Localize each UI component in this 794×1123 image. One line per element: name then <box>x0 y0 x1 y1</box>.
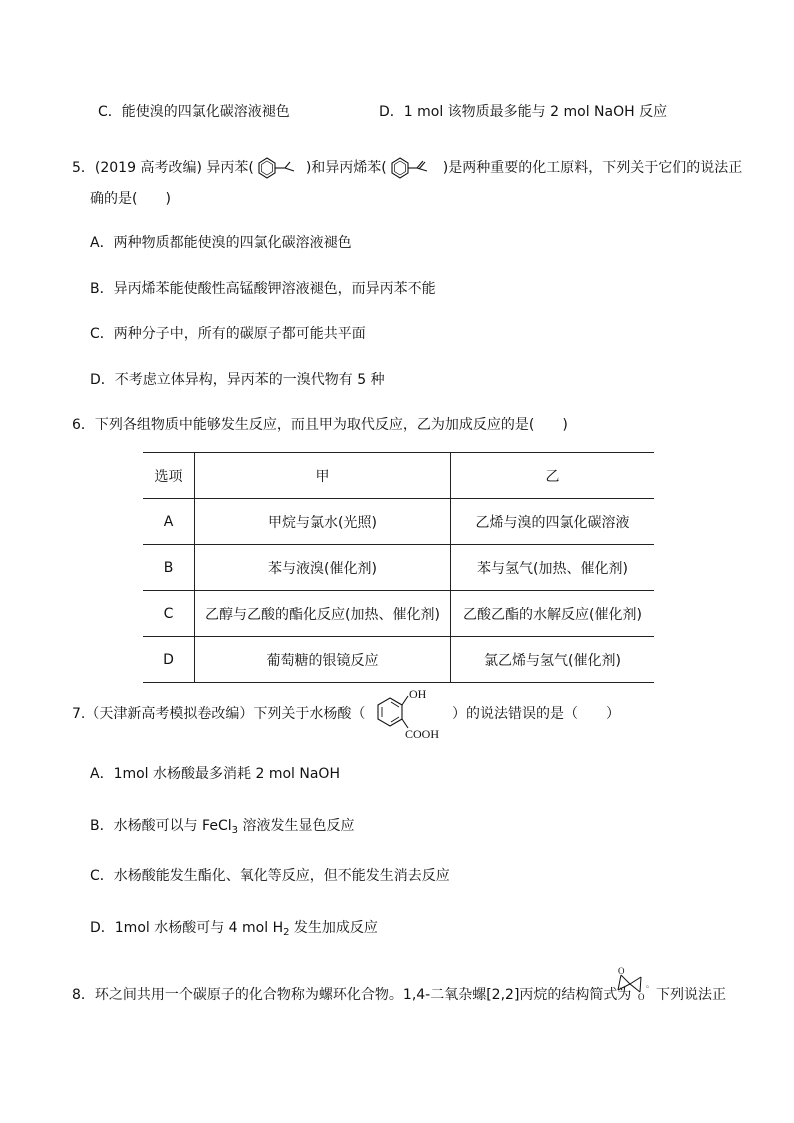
q6-table <box>143 452 654 683</box>
isopropenylbenzene-structure <box>387 154 443 182</box>
q5-stem-line2: 确的是( ) <box>90 191 171 207</box>
struct-o-top-label: O <box>618 966 625 976</box>
q7-option-b <box>90 816 354 836</box>
q5-stem <box>72 154 742 182</box>
spiro-compound-structure <box>614 962 656 1002</box>
q5-option-d: D．不考虑立体异构，异丙苯的一溴代物有 5 种 <box>90 372 385 388</box>
q8-stem-post: 下列说法正 <box>656 987 726 1003</box>
table-cell-option: C <box>143 591 195 637</box>
table-row <box>143 637 654 683</box>
q5-option-a: A．两种物质都能使溴的四氯化碳溶液褪色 <box>90 235 352 251</box>
table-cell-yi: 乙烯与溴的四氯化碳溶液 <box>475 514 630 531</box>
q8-stem-pre: 8．环之间共用一个碳原子的化合物称为螺环化合物。1,4-二氧杂螺[2,2]丙烷的结构简式为 <box>72 987 632 1003</box>
struct-oh-label: OH <box>409 687 427 701</box>
q5-stem-part2: )和异丙烯苯( <box>305 160 387 176</box>
isopropylbenzene-structure <box>254 154 306 182</box>
q5-option-b: B．异丙烯苯能使酸性高锰酸钾溶液褪色，而异丙苯不能 <box>90 281 436 297</box>
q7-option-b-text-end: 溶液发生显色反应 <box>238 818 355 834</box>
table-header-option: 选项 <box>143 453 195 499</box>
table-row <box>143 591 654 637</box>
table-cell-option: D <box>143 637 195 683</box>
table-header-yi: 乙 <box>545 468 560 485</box>
table-cell-yi: 乙酸乙酯的水解反应(催化剂) <box>463 606 642 623</box>
q5-option-c: C．两种分子中，所有的碳原子都可能共平面 <box>90 326 366 342</box>
q7-option-d-subscript: 2 <box>283 927 290 938</box>
q7-option-a: A．1mol 水杨酸最多消耗 2 mol NaOH <box>90 766 340 782</box>
q7-option-b-text: B．水杨酸可以与 FeCl <box>90 818 232 834</box>
table-row <box>143 499 654 545</box>
table-row <box>143 545 654 591</box>
q5-stem-part1: 5．(2019 高考改编) 异丙苯( <box>72 160 254 176</box>
table-header-row <box>143 453 654 499</box>
table-cell-jia: 葡萄糖的银镜反应 <box>195 637 451 683</box>
q7-option-d <box>90 918 378 938</box>
q7-option-d-text-end: 发生加成反应 <box>289 920 378 936</box>
q4-option-c: C．能使溴的四氯化碳溶液褪色 <box>98 104 290 120</box>
struct-cooh-label: COOH <box>405 727 440 740</box>
table-cell-jia: 甲烷与氯水(光照) <box>195 499 451 545</box>
table-header-jia: 甲 <box>195 453 451 499</box>
table-cell-yi: 氯乙烯与氢气(催化剂) <box>484 652 621 669</box>
q7-stem-part2: ）的说法错误的是（ ） <box>452 706 620 722</box>
q5-stem-part3: )是两种重要的化工原料，下列关于它们的说法正 <box>442 160 743 176</box>
table-cell-jia: 苯与液溴(催化剂) <box>195 545 451 591</box>
q7-option-d-text: D．1mol 水杨酸可与 4 mol H <box>90 920 284 936</box>
salicylic-acid-structure <box>360 686 452 740</box>
table-cell-jia: 乙醇与乙酸的酯化反应(加热、催化剂) <box>195 591 451 637</box>
q4-option-d: D．1 mol 该物质最多能与 2 mol NaOH 反应 <box>379 104 668 120</box>
q7-option-b-subscript: 3 <box>231 825 238 836</box>
q6-stem: 6．下列各组物质中能够发生反应，而且甲为取代反应，乙为加成反应的是( ) <box>72 417 568 433</box>
q7-option-c: C．水杨酸能发生酯化、氧化等反应，但不能发生消去反应 <box>90 868 450 884</box>
table-cell-option: A <box>143 499 195 545</box>
struct-o-bottom-label: O <box>638 992 645 1002</box>
q7-stem-part1: 7.（天津新高考模拟卷改编）下列关于水杨酸（ <box>72 706 366 722</box>
table-cell-option: B <box>143 545 195 591</box>
table-cell-yi: 苯与氢气(加热、催化剂) <box>477 560 628 577</box>
struct-dot-label: 。 <box>646 980 654 989</box>
